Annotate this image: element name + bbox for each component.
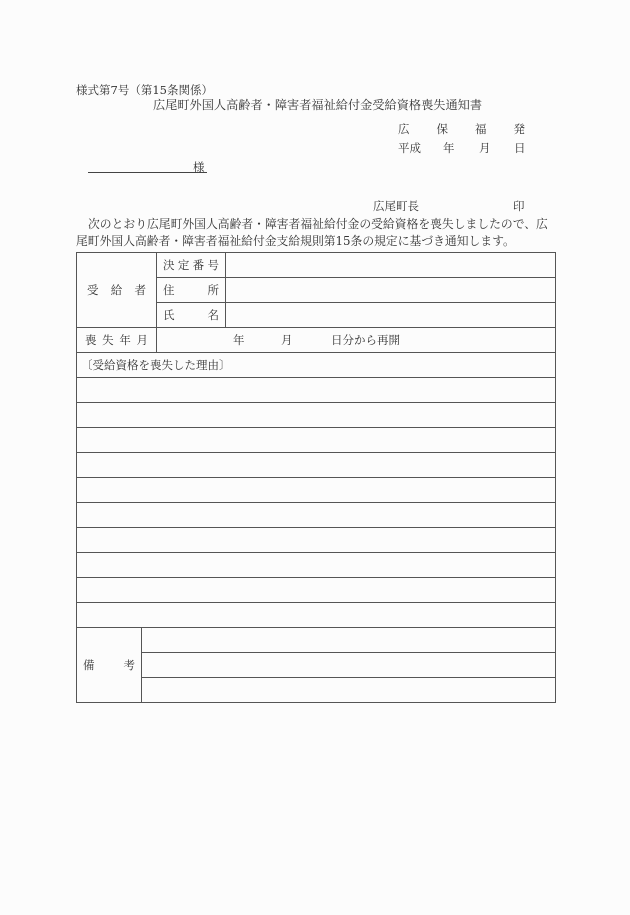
- form-number: 様式第7号（第15条関係）: [76, 83, 213, 97]
- loss-year-label: 年: [233, 333, 245, 347]
- ref-char: 保: [436, 122, 448, 136]
- decision-number-label: 決 定 番 号: [157, 253, 226, 278]
- body-text-line-1: 次のとおり広尾町外国人高齢者・障害者福祉給付金の受給資格を喪失しましたので、広: [88, 217, 548, 231]
- issuer-name: 広尾町長: [373, 199, 419, 213]
- reason-row[interactable]: [77, 603, 556, 628]
- issue-date: [398, 141, 525, 155]
- name-field[interactable]: [226, 303, 556, 328]
- ref-char: 広: [398, 122, 410, 136]
- loss-month-label: 月: [281, 333, 293, 347]
- remarks-row[interactable]: [142, 678, 556, 703]
- recipient-name-line: [88, 172, 207, 173]
- remarks-row[interactable]: [142, 653, 556, 678]
- reason-row[interactable]: [77, 503, 556, 528]
- month-label: 月: [479, 141, 491, 155]
- ref-char: 発: [513, 122, 525, 136]
- loss-date-label: 喪 失 年 月: [77, 328, 157, 353]
- reason-row[interactable]: [77, 528, 556, 553]
- address-label: 住 所: [157, 278, 226, 303]
- recipient-honorific: 様: [193, 160, 205, 174]
- name-label: 氏 名: [157, 303, 226, 328]
- document-reference: [398, 122, 525, 136]
- reason-row[interactable]: [77, 453, 556, 478]
- day-label: 日: [514, 141, 526, 155]
- document-title: 広尾町外国人高齢者・障害者福祉給付金受給資格喪失通知書: [153, 98, 483, 112]
- recipient-label-cell: 受 給 者: [77, 253, 157, 328]
- reason-label: 〔受給資格を喪失した理由〕: [77, 353, 556, 378]
- reason-row[interactable]: [77, 378, 556, 403]
- remarks-label: 備 考: [77, 628, 142, 703]
- year-label: 年: [443, 141, 455, 155]
- reason-row[interactable]: [77, 553, 556, 578]
- reason-row[interactable]: [77, 478, 556, 503]
- address-field[interactable]: [226, 278, 556, 303]
- era-label: 平成: [398, 141, 421, 155]
- reason-row[interactable]: [77, 428, 556, 453]
- loss-day-suffix: 日分から再開: [331, 333, 400, 347]
- seal-mark: 印: [513, 199, 525, 213]
- decision-number-field[interactable]: [226, 253, 556, 278]
- ref-char: 福: [475, 122, 487, 136]
- loss-date-field[interactable]: [157, 328, 556, 353]
- notice-table: [76, 252, 556, 703]
- body-text-line-2: 尾町外国人高齢者・障害者福祉給付金支給規則第15条の規定に基づき通知します。: [76, 234, 515, 248]
- reason-row[interactable]: [77, 403, 556, 428]
- reason-row[interactable]: [77, 578, 556, 603]
- remarks-row[interactable]: [142, 628, 556, 653]
